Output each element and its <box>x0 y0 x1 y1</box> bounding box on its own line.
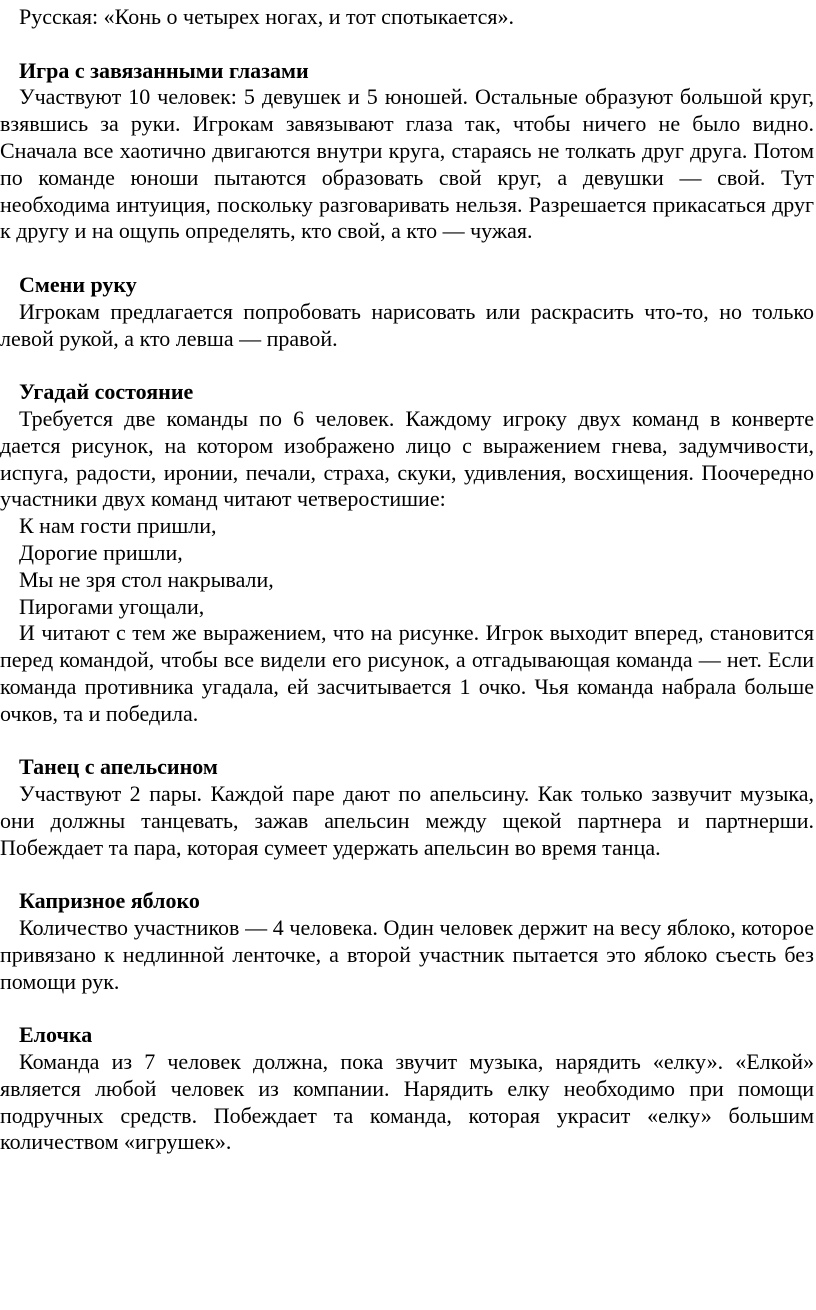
intro-paragraph: Русская: «Конь о четырех ногах, и тот спотыкается». <box>19 4 514 29</box>
spacer <box>0 995 814 1022</box>
section-paragraph: Игрокам предлагается попробовать нарисовать или раскрасить что-то, но только левой рукой, а кто левша — правой. <box>0 298 814 351</box>
spacer <box>0 31 814 58</box>
spacer <box>0 352 814 379</box>
section-paragraph: Количество участников — 4 человека. Один человек держит на весу яблоко, которое привязано к недлинной ленточке, а второй участник пытается это яблоко съесть без помощи рук. <box>0 915 814 994</box>
section-orange-dance <box>0 754 814 861</box>
section-capricious-apple <box>0 888 814 995</box>
verse-line: Мы не зря стол накрывали, <box>19 566 274 592</box>
section-blindfold-game <box>0 58 814 246</box>
section-christmas-tree <box>0 1022 814 1156</box>
verse-line: Дорогие пришли, <box>19 539 183 565</box>
section-heading: Смени руку <box>19 271 137 297</box>
verse-line: Пирогами угощали, <box>19 593 205 619</box>
verse-line: К нам гости пришли, <box>19 513 217 539</box>
section-heading: Елочка <box>19 1022 93 1048</box>
spacer <box>0 728 814 755</box>
spacer <box>0 862 814 889</box>
section-paragraph: Команда из 7 человек должна, пока звучит музыка, нарядить «елку». «Елкой» является любой человек из компании. Нарядить елку необходимо при помощи подручных средств. Побеждает та команда, которая украсит «елку» большим количеством «игрушек». <box>0 1049 814 1155</box>
section-guess-state <box>0 379 814 727</box>
spacer <box>0 245 814 272</box>
section-paragraph: Участвуют 10 человек: 5 девушек и 5 юношей. Остальные образуют большой круг, взявшись за руки. Игрокам завязывают глаза так, чтобы ничего не было видно. Сначала все хаотично двигаются внутри круга, стараясь не толкать друг друга. Потом по команде юноши пытаются образовать свой круг, а девушки — свой. Тут необходима интуиция, поскольку разговаривать нельзя. Разрешается прикасаться друг к другу и на ощупь определять, кто свой, а кто — чужая. <box>0 84 814 244</box>
section-switch-hand <box>0 272 814 352</box>
section-paragraph: Требуется две команды по 6 человек. Каждому игроку двух команд в конверте дается рисунок, на котором изображено лицо с выражением гнева, задумчивости, испуга, радости, иронии, печали, страха, скуки, удивления, восхищения. Поочередно участники двух команд читают четверостишие: <box>0 405 814 512</box>
section-paragraph: И читают с тем же выражением, что на рисунке. Игрок выходит вперед, становится перед командой, чтобы все видели его рисунок, а отгадывающая команда — нет. Если команда противника угадала, ей засчитывается 1 очко. Чья команда набрала больше очков, та и победила. <box>0 620 814 726</box>
section-heading: Танец с апельсином <box>19 754 218 780</box>
section-heading: Капризное яблоко <box>19 888 200 914</box>
section-heading: Угадай состояние <box>19 379 194 405</box>
section-paragraph: Участвуют 2 пары. Каждой паре дают по апельсину. Как только зазвучит музыка, они должны танцевать, зажав апельсин между щекой партнера и партнерши. Побеждает та пара, которая сумеет удержать апельсин во время танца. <box>0 781 814 860</box>
section-heading: Игра с завязанными глазами <box>19 57 309 83</box>
